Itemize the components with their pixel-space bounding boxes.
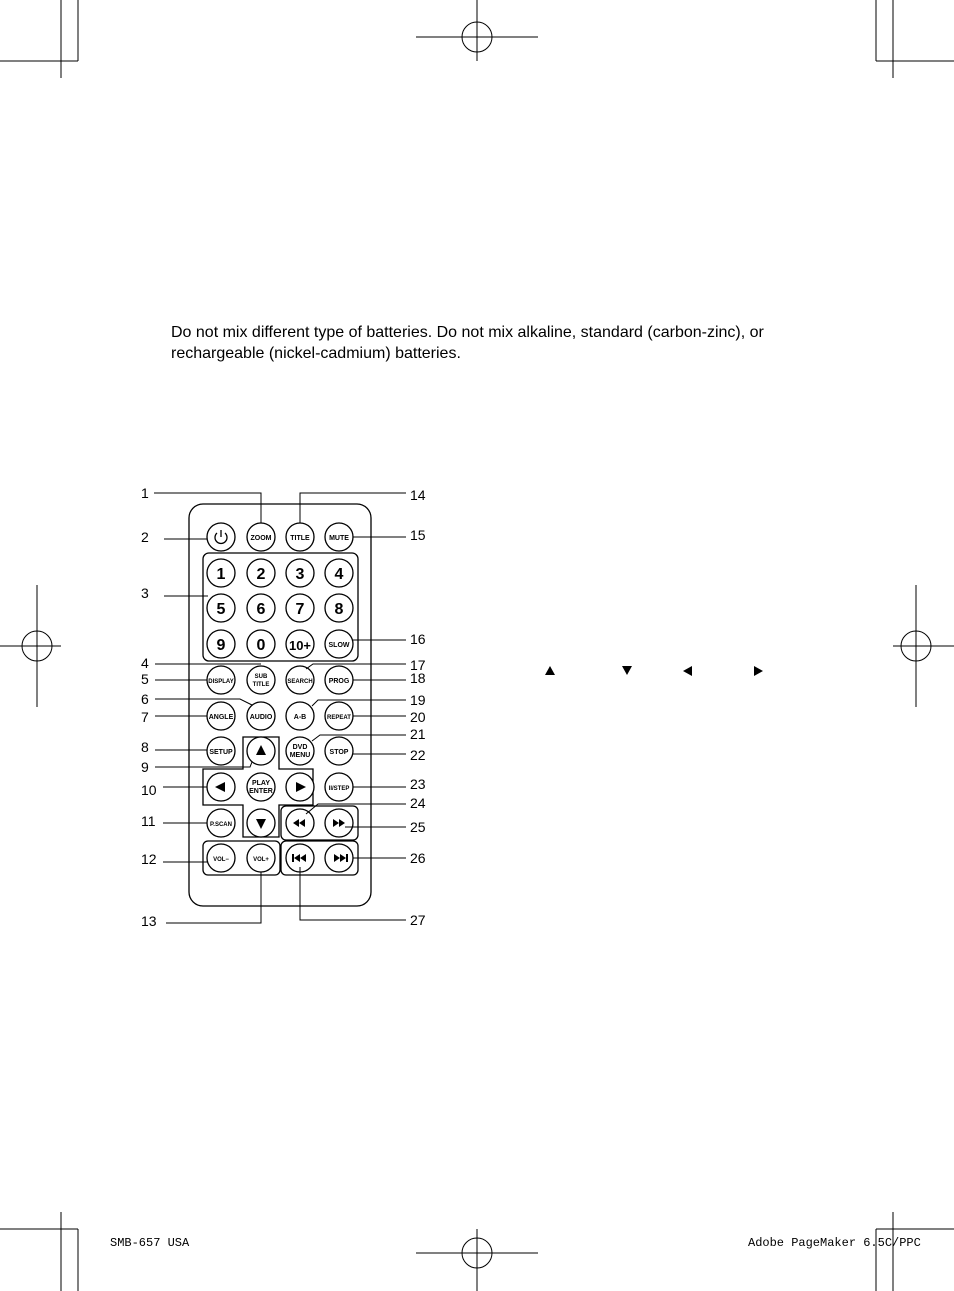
callout-9: 9 xyxy=(141,759,149,775)
callout-8: 8 xyxy=(141,739,149,755)
svg-text:0: 0 xyxy=(256,637,266,654)
callout-21: 21 xyxy=(410,726,426,742)
svg-text:II/STEP: II/STEP xyxy=(328,786,350,792)
svg-text:AUDIO: AUDIO xyxy=(249,714,273,721)
callout-23: 23 xyxy=(410,776,426,792)
callout-14: 14 xyxy=(410,487,426,503)
callout-27: 27 xyxy=(410,912,426,928)
callout-18: 18 xyxy=(410,670,426,686)
svg-text:VOL−: VOL− xyxy=(213,857,229,863)
svg-text:PLAY: PLAY xyxy=(251,780,271,787)
svg-text:3: 3 xyxy=(295,566,305,583)
svg-text:1: 1 xyxy=(216,566,226,583)
callout-22: 22 xyxy=(410,747,426,763)
svg-text:SLOW: SLOW xyxy=(328,642,350,649)
callout-20: 20 xyxy=(410,709,426,725)
callout-3: 3 xyxy=(141,585,149,601)
subtitle-button[interactable] xyxy=(247,666,275,694)
callout-25: 25 xyxy=(410,819,426,835)
callout-13: 13 xyxy=(141,913,157,929)
callout-17: 17 xyxy=(410,657,426,673)
callout-12: 12 xyxy=(141,851,157,867)
callout-26: 26 xyxy=(410,850,426,866)
svg-text:REPEAT: REPEAT xyxy=(327,715,351,721)
play-enter-button[interactable] xyxy=(247,773,275,801)
callout-5: 5 xyxy=(141,671,149,687)
svg-text:MENU: MENU xyxy=(289,752,311,759)
svg-text:ANGLE: ANGLE xyxy=(208,714,234,721)
svg-text:SETUP: SETUP xyxy=(209,749,233,756)
footer-left: SMB-657 USA xyxy=(110,1236,190,1250)
title-label: TITLE xyxy=(290,535,310,542)
battery-note: Do not mix different type of batteries. Do not mix alkaline, standard (carbon-zinc), or rechargeable (nickel-cadmium) batteries. xyxy=(171,324,764,362)
svg-text:2: 2 xyxy=(256,566,266,583)
zoom-label: ZOOM xyxy=(250,535,272,542)
callout-24: 24 xyxy=(410,795,426,811)
callout-6: 6 xyxy=(141,691,149,707)
svg-text:ENTER: ENTER xyxy=(249,788,273,795)
dvd-menu-button[interactable] xyxy=(286,737,314,765)
svg-text:P.SCAN: P.SCAN xyxy=(210,822,232,828)
callout-11: 11 xyxy=(141,813,156,829)
svg-text:6: 6 xyxy=(256,601,266,618)
mute-label: MUTE xyxy=(329,535,349,542)
callout-2: 2 xyxy=(141,529,149,545)
svg-text:9: 9 xyxy=(216,637,226,654)
svg-text:4: 4 xyxy=(334,566,344,583)
callout-19: 19 xyxy=(410,692,426,708)
svg-text:STOP: STOP xyxy=(329,749,349,756)
svg-text:SEARCH: SEARCH xyxy=(287,679,313,685)
svg-text:SUB: SUB xyxy=(254,674,268,680)
svg-text:TITLE: TITLE xyxy=(252,682,270,688)
svg-text:DVD: DVD xyxy=(292,744,308,751)
svg-text:PROG: PROG xyxy=(328,678,350,685)
footer-right: Adobe PageMaker 6.5C/PPC xyxy=(748,1236,921,1250)
svg-text:VOL+: VOL+ xyxy=(253,857,269,863)
callout-1: 1 xyxy=(141,485,149,501)
callout-4: 4 xyxy=(141,655,149,671)
svg-text:DISPLAY: DISPLAY xyxy=(208,679,234,685)
callout-16: 16 xyxy=(410,631,426,647)
svg-text:10+: 10+ xyxy=(288,638,312,653)
svg-text:A-B: A-B xyxy=(293,714,307,721)
callout-15: 15 xyxy=(410,527,426,543)
callout-10: 10 xyxy=(141,782,157,798)
callout-7: 7 xyxy=(141,709,149,725)
svg-text:5: 5 xyxy=(216,601,226,618)
svg-text:8: 8 xyxy=(334,601,344,618)
svg-text:7: 7 xyxy=(295,601,305,618)
